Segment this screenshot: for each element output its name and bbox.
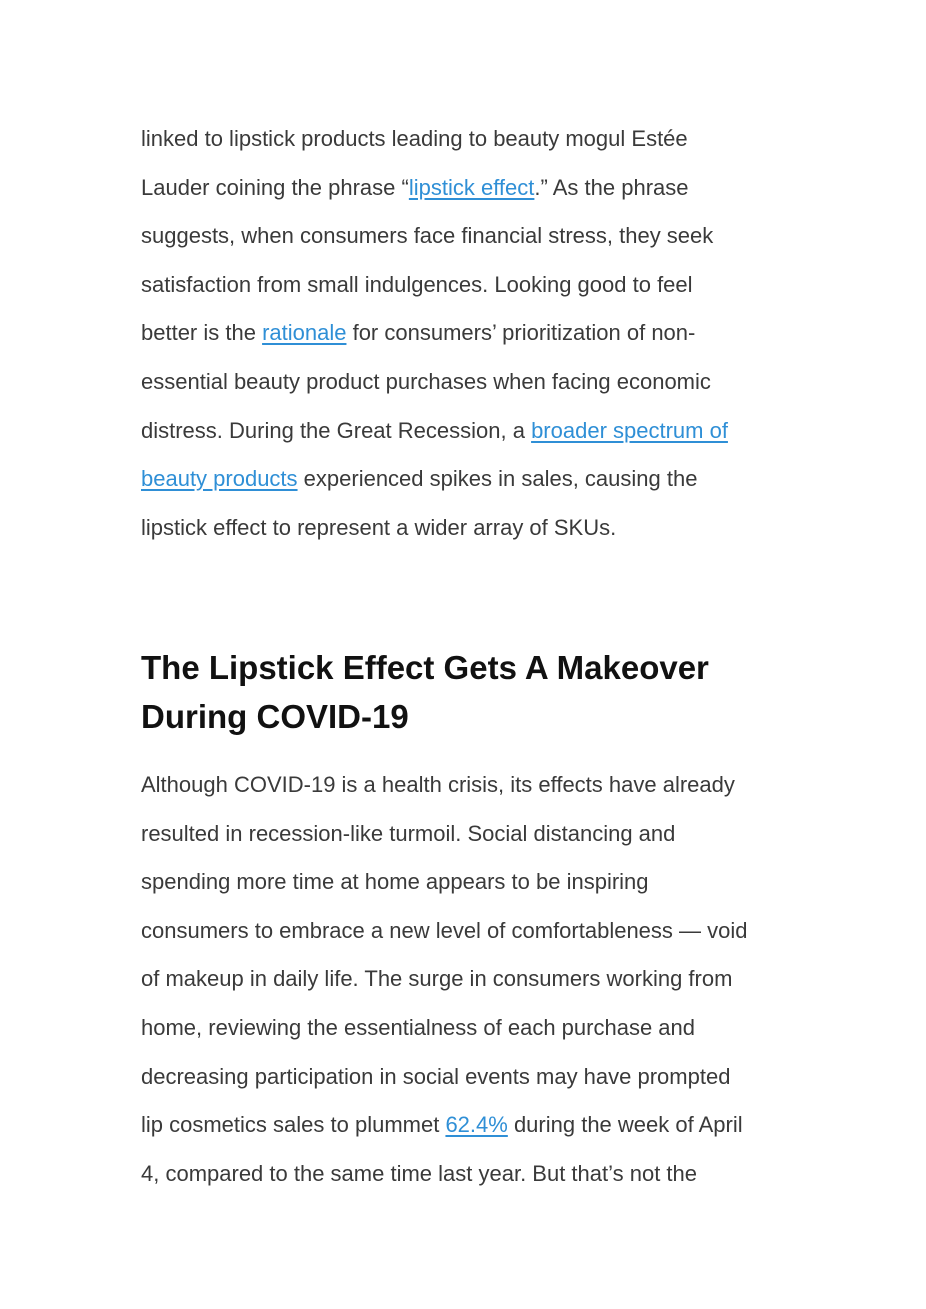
paragraph-lipstick-history bbox=[141, 115, 728, 552]
broader-spectrum-link[interactable]: broader spectrum of bbox=[531, 417, 728, 443]
text-segment: during the week of April bbox=[507, 1112, 743, 1138]
text-line: 4, compared to the same time last year. But that’s not the bbox=[141, 1160, 698, 1186]
text-line: consumers to embrace a new level of comfortableness — void bbox=[141, 917, 748, 943]
text-line: essential beauty product purchases when facing economic bbox=[141, 368, 711, 394]
text-line: of makeup in daily life. The surge in consumers working from bbox=[141, 966, 733, 992]
text-segment: experienced spikes in sales, causing the bbox=[297, 466, 698, 492]
sales-plummet-stat-link[interactable]: 62.4% bbox=[445, 1112, 508, 1138]
text-segment: better is the bbox=[141, 320, 263, 346]
paragraph-covid-effect bbox=[141, 761, 748, 1198]
text-line: resulted in recession-like turmoil. Social distancing and bbox=[141, 820, 676, 846]
text-line: spending more time at home appears to be inspiring bbox=[141, 869, 649, 895]
rationale-link[interactable]: rationale bbox=[262, 320, 347, 346]
text-segment: Lauder coining the phrase “ bbox=[141, 174, 409, 200]
text-line: decreasing participation in social events may have prompted bbox=[141, 1063, 731, 1089]
text-line: lipstick effect to represent a wider array of SKUs. bbox=[141, 514, 617, 540]
text-line bbox=[141, 455, 728, 504]
text-line: home, reviewing the essentialness of each purchase and bbox=[141, 1014, 696, 1040]
heading-line: During COVID-19 bbox=[141, 698, 409, 735]
text-segment: .” As the phrase bbox=[534, 174, 689, 200]
section-heading bbox=[141, 643, 709, 741]
text-line: linked to lipstick products leading to beauty mogul Estée bbox=[141, 126, 688, 151]
text-line bbox=[141, 164, 728, 213]
text-line: Although COVID-19 is a health crisis, its effects have already bbox=[141, 772, 735, 797]
text-line bbox=[141, 1101, 748, 1150]
text-line: suggests, when consumers face financial stress, they seek bbox=[141, 223, 714, 249]
text-line bbox=[141, 407, 728, 456]
text-segment: for consumers’ prioritization of non- bbox=[346, 320, 696, 346]
text-line: satisfaction from small indulgences. Looking good to feel bbox=[141, 271, 693, 297]
text-line bbox=[141, 309, 728, 358]
lipstick-effect-link[interactable]: lipstick effect bbox=[408, 174, 535, 200]
heading-line: The Lipstick Effect Gets A Makeover bbox=[141, 649, 709, 686]
text-segment: lip cosmetics sales to plummet bbox=[141, 1112, 446, 1138]
text-segment: distress. During the Great Recession, a bbox=[141, 417, 532, 443]
beauty-products-link[interactable]: beauty products bbox=[141, 466, 298, 492]
